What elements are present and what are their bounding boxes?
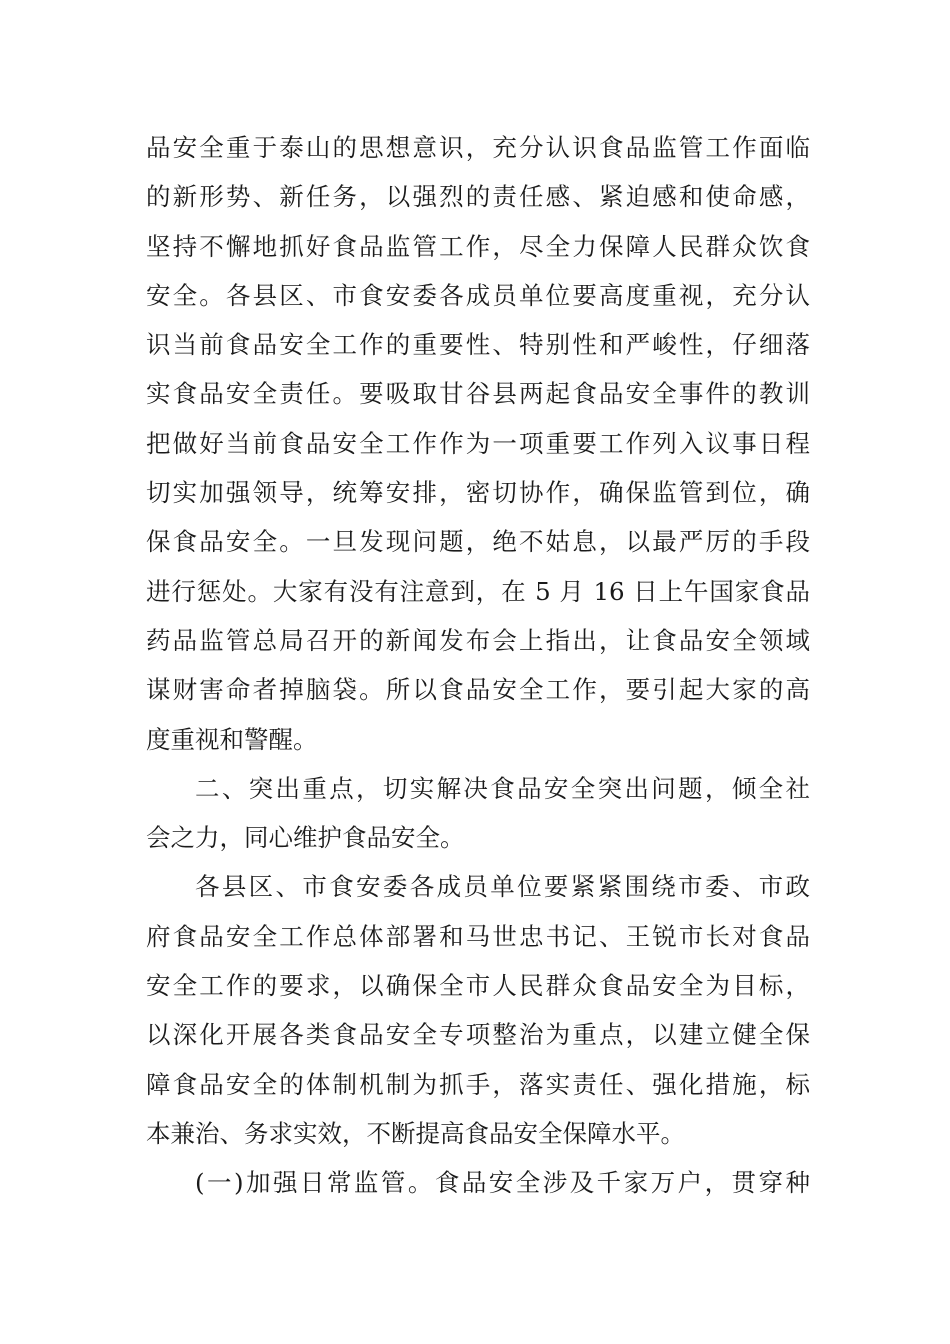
text-line: (一)加强日常监管。食品安全涉及千家万户，贯穿种 xyxy=(195,1168,810,1198)
text-line: 度重视和警醒。 xyxy=(146,724,318,754)
text-line: 实食品安全责任。要吸取甘谷县两起食品安全事件的教训 xyxy=(146,379,810,409)
text-line: 谋财害命者掉脑袋。所以食品安全工作，要引起大家的高 xyxy=(146,675,810,705)
text-line: 会之力，同心维护食品安全。 xyxy=(146,823,465,853)
text-line: 府食品安全工作总体部署和马世忠书记、王锐市长对食品 xyxy=(146,921,810,951)
text-line: 以深化开展各类食品安全专项整治为重点，以建立健全保 xyxy=(146,1020,810,1050)
text-line: 的新形势、新任务，以强烈的责任感、紧迫感和使命感， xyxy=(146,182,810,212)
text-line: 本兼治、务求实效，不断提高食品安全保障水平。 xyxy=(146,1118,685,1148)
text-line: 切实加强领导，统筹安排，密切协作，确保监管到位，确 xyxy=(146,478,810,508)
body-text xyxy=(146,123,810,1208)
text-line: 品安全重于泰山的思想意识，充分认识食品监管工作面临 xyxy=(146,133,810,162)
text-line: 坚持不懈地抓好食品监管工作，尽全力保障人民群众饮食 xyxy=(146,231,810,261)
text-line: 识当前食品安全工作的重要性、特别性和严峻性，仔细落 xyxy=(146,330,810,360)
text-line: 安全工作的要求，以确保全市人民群众食品安全为目标， xyxy=(146,971,810,1001)
text-line: 障食品安全的体制机制为抓手，落实责任、强化措施，标 xyxy=(146,1069,810,1099)
text-line: 二、突出重点，切实解决食品安全突出问题，倾全社 xyxy=(195,773,810,803)
text-line: 药品监管总局召开的新闻发布会上指出，让食品安全领域 xyxy=(146,625,810,655)
text-line: 把做好当前食品安全工作作为一项重要工作列入议事日程 xyxy=(146,428,810,458)
text-line: 各县区、市食安委各成员单位要紧紧围绕市委、市政 xyxy=(195,872,810,902)
text-line: 进行惩处。大家有没有注意到，在 5 月 16 日上午国家食品 xyxy=(146,576,810,606)
text-line: 安全。各县区、市食安委各成员单位要高度重视，充分认 xyxy=(146,280,810,310)
text-line: 保食品安全。一旦发现问题，绝不姑息，以最严厉的手段 xyxy=(146,527,810,557)
